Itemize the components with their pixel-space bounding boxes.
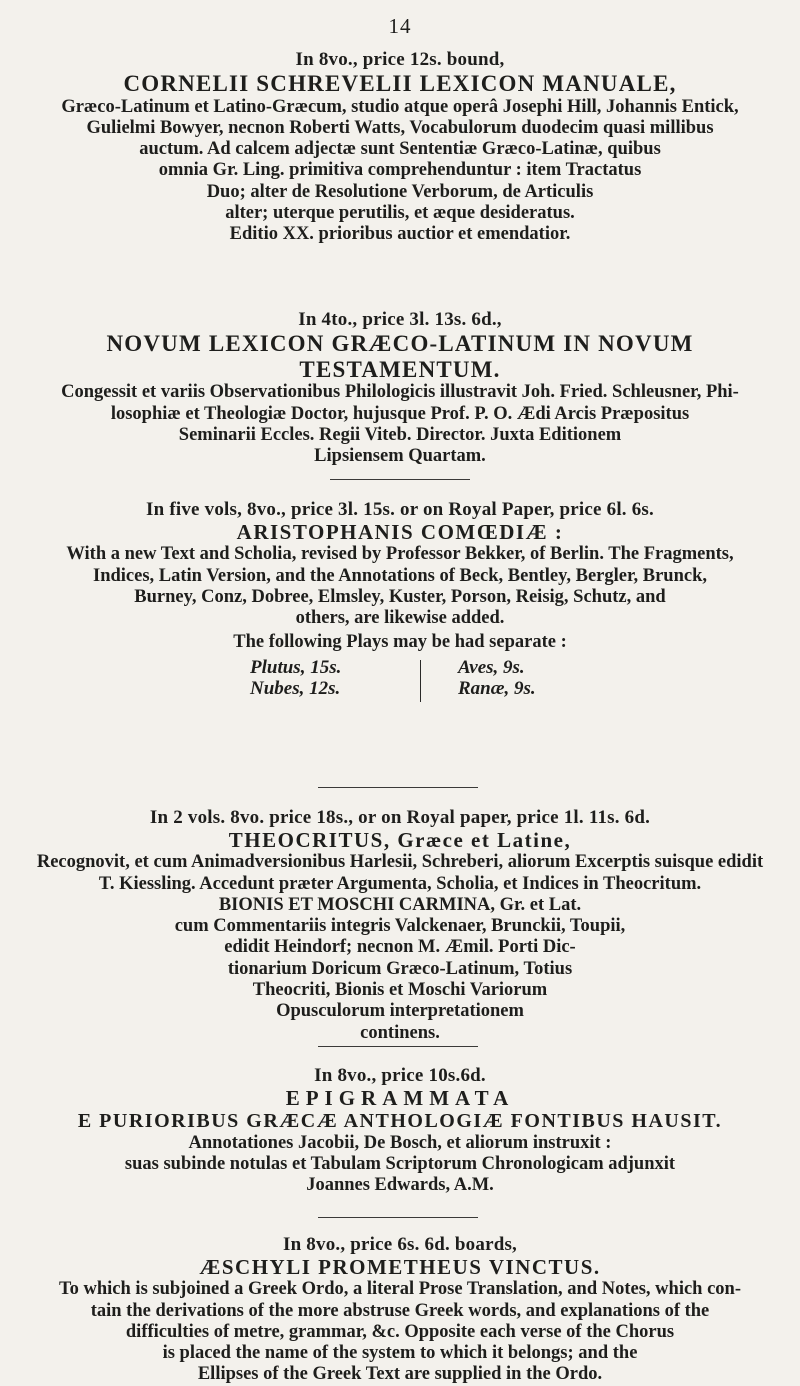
entry-text-line: With a new Text and Scholia, revised by Professor Bekker, of Berlin. The Fragments, (66, 544, 734, 565)
plays-column-right (458, 658, 536, 700)
entry-text-line: Duo; alter de Resolutione Verborum, de Articulis (206, 181, 594, 202)
entry-text-line: Congessit et variis Observationibus Philologicis illustravit Joh. Fried. Schleusner, Phi- (61, 382, 739, 403)
entry-text-line: Græco-Latinum et Latino-Græcum, studio atque operâ Josephi Hill, Johannis Entick, (61, 96, 739, 117)
entry-text-line: Indices, Latin Version, and the Annotations of Beck, Bentley, Bergler, Brunck, (93, 565, 707, 586)
entry-text-line: Opusculorum interpretationem (276, 1001, 524, 1022)
section-divider (330, 479, 470, 480)
entry-aristophanes (30, 500, 770, 704)
entry-subtitle: E PURIORIBUS GRÆCÆ ANTHOLOGIÆ FONTIBUS HAUSIT. (77, 1110, 723, 1133)
entry-text-line: is placed the name of the system to which it belongs; and the (162, 1343, 638, 1364)
entry-text-line: continens. (360, 1022, 440, 1043)
entry-text-line: Editio XX. prioribus auctior et emendatior. (229, 224, 571, 245)
entry-theocritus (30, 808, 770, 1044)
entry-text-line: suas subinde notulas et Tabulam Scriptorum Chronologicam adjunxit (124, 1154, 676, 1175)
entry-text-line: Gulielmi Bowyer, necnon Roberti Watts, Vocabulorum duodecim quasi millibus (86, 117, 714, 138)
entry-title: ÆSCHYLI PROMETHEUS VINCTUS. (199, 1254, 601, 1279)
entry-price-line: In 4to., price 3l. 13s. 6d., (298, 309, 502, 330)
play-price-item: Aves, 9s. (458, 656, 525, 678)
entry-text-line: auctum. Ad calcem adjectæ sunt Sententiæ Græco-Latinæ, quibus (139, 139, 661, 160)
entry-text-line: edidit Heindorf; necnon M. Æmil. Porti Dic- (224, 937, 576, 958)
entry-text-line: difficulties of metre, grammar, &c. Opposite each verse of the Chorus (125, 1321, 675, 1342)
entry-title: CORNELII SCHREVELII LEXICON MANUALE, (123, 70, 677, 96)
entry-title: THEOCRITUS, Græce et Latine, (228, 827, 572, 852)
entry-text-line: T. Kiessling. Accedunt præter Argumenta, Scholia, et Indices in Theocritum. (98, 873, 702, 894)
entry-price-line: In 8vo., price 6s. 6d. boards, (282, 1234, 518, 1255)
plays-column-left (250, 658, 341, 700)
entry-schrevelius-lexicon (30, 50, 770, 246)
entry-title-line: NOVUM LEXICON GRÆCO-LATINUM IN NOVUM (106, 330, 694, 356)
entry-text-line: Burney, Conz, Dobree, Elmsley, Kuster, Porson, Reisig, Schutz, and (134, 586, 666, 607)
entry-text-line: Lipsiensem Quartam. (314, 446, 486, 467)
entry-text-line: Ellipses of the Greek Text are supplied in the Ordo. (197, 1364, 603, 1385)
entry-text-line: losophiæ et Theologiæ Doctor, hujusque Prof. P. O. Ædi Arcis Præpositus (110, 403, 690, 424)
entry-title: EPIGRAMMATA (285, 1085, 515, 1110)
entry-price-line: In 8vo., price 12s. bound, (295, 49, 505, 70)
entry-epigrammata (30, 1066, 770, 1197)
separate-plays-note: The following Plays may be had separate : (233, 632, 567, 653)
entry-aeschylus (30, 1235, 770, 1386)
entry-price-line: In 8vo., price 10s.6d. (314, 1065, 486, 1086)
entry-text-line: Joannes Edwards, A.M. (306, 1175, 494, 1196)
entry-title: ARISTOPHANIS COMŒDIÆ : (236, 519, 564, 544)
column-divider (420, 660, 421, 702)
entry-text-line: tain the derivations of the more abstruse Greek words, and explanations of the (90, 1300, 710, 1321)
play-price-item: Nubes, 12s. (250, 677, 341, 699)
page-number: 14 (388, 14, 412, 38)
play-price-item: Plutus, 15s. (250, 656, 342, 678)
play-price-item: Ranæ, 9s. (458, 677, 536, 699)
entry-text-line: Seminarii Eccles. Regii Viteb. Director. Juxta Editionem (178, 424, 622, 445)
entry-text-line: others, are likewise added. (295, 608, 505, 629)
separate-plays-list (190, 658, 610, 704)
entry-text-line: omnia Gr. Ling. primitiva comprehenduntur : item Tractatus (158, 160, 642, 181)
entry-text-line: alter; uterque perutilis, et æque desideratus. (225, 202, 575, 223)
section-divider (318, 1046, 478, 1047)
entry-schleusner-lexicon (30, 310, 770, 467)
entry-text-line: Annotationes Jacobii, De Bosch, et aliorum instruxit : (188, 1132, 612, 1153)
entry-text-line: Recognovit, et cum Animadversionibus Harlesii, Schreberi, aliorum Excerptis suisque edidit (36, 852, 764, 873)
entry-price-line: In five vols, 8vo., price 3l. 15s. or on Royal Paper, price 6l. 6s. (146, 499, 654, 520)
entry-price-line: In 2 vols. 8vo. price 18s., or on Royal paper, price 1l. 11s. 6d. (149, 807, 651, 828)
entry-text-line: tionarium Doricum Græco-Latinum, Totius (227, 958, 573, 979)
entry-text-line: To which is subjoined a Greek Ordo, a literal Prose Translation, and Notes, which con- (59, 1279, 741, 1300)
entry-text-line: Theocriti, Bionis et Moschi Variorum (252, 980, 548, 1000)
entry-text-line: BIONIS ET MOSCHI CARMINA, Gr. et Lat. (218, 894, 582, 915)
section-divider (318, 1217, 478, 1218)
entry-text-line: cum Commentariis integris Valckenaer, Brunckii, Toupii, (174, 916, 626, 937)
entry-title-line: TESTAMENTUM. (299, 356, 501, 382)
section-divider (318, 787, 478, 788)
